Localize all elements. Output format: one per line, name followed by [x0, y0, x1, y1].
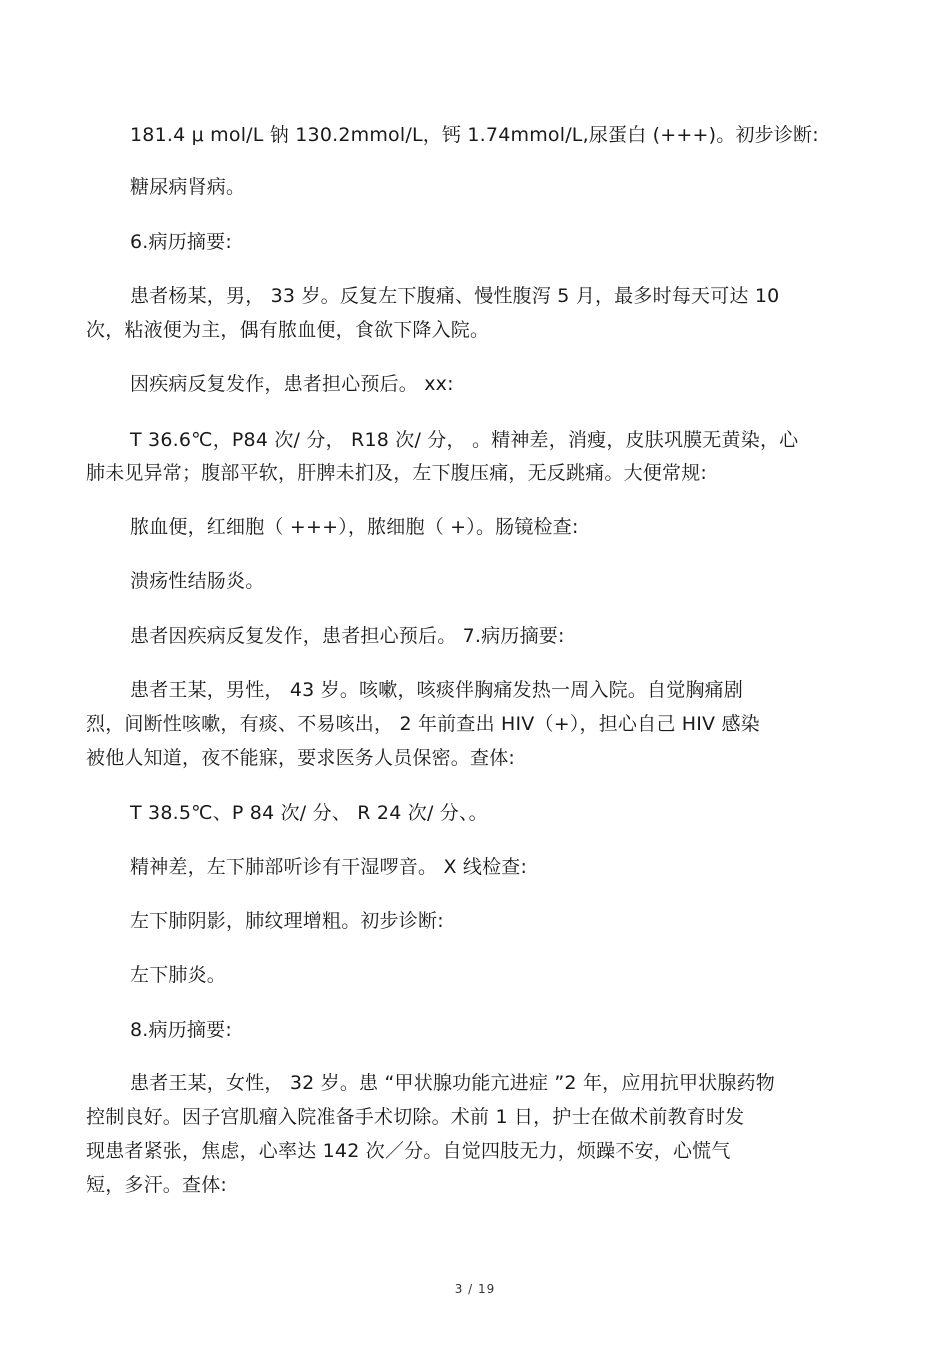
text-line: 精神差，左下肺部听诊有干湿啰音。 X 线检查:: [130, 856, 528, 878]
text-line: T 36.6℃，P84 次/ 分， R18 次/ 分， 。精神差，消瘦，皮肤巩膜无黄染，心: [130, 429, 799, 451]
text-line: 患者杨某，男， 33 岁。反复左下腹痛、慢性腹泻 5 月，最多时每天可达 10: [130, 285, 780, 307]
text-line: 181.4 μ mol/L 钠 130.2mmol/L，钙 1.74mmol/L,尿蛋白 (+++)。初步诊断:: [130, 124, 819, 146]
text-line: T 38.5℃、P 84 次/ 分、 R 24 次/ 分、。: [130, 802, 488, 824]
text-line: 因疾病反复发作，患者担心预后。 xx:: [130, 373, 454, 395]
text-line: 被他人知道，夜不能寐，要求医务人员保密。查体:: [86, 747, 516, 769]
text-line: 糖尿病肾病。: [130, 176, 246, 198]
text-line: 左下肺阴影，肺纹理增粗。初步诊断:: [130, 910, 444, 932]
text-line: 患者因疾病反复发作，患者担心预后。 7.病历摘要:: [130, 625, 565, 647]
text-line: 左下肺炎。: [130, 964, 227, 986]
text-line: 短，多汗。查体:: [86, 1174, 228, 1196]
text-line: 肺未见异常；腹部平软，肝脾未扪及，左下腹压痛，无反跳痛。大便常规:: [86, 462, 708, 484]
section-heading: 8.病历摘要:: [130, 1019, 232, 1041]
text-line: 患者王某，男性， 43 岁。咳嗽，咳痰伴胸痛发热一周入院。自觉胸痛剧: [130, 679, 744, 701]
text-line: 现患者紧张，焦虑，心率达 142 次／分。自觉四肢无力，烦躁不安，心慌气: [86, 1140, 731, 1162]
text-line: 脓血便，红细胞（ +++），脓细胞（ +）。肠镜检查:: [130, 516, 579, 538]
text-line: 患者王某，女性， 32 岁。患 “甲状腺功能亢进症 ”2 年，应用抗甲状腺药物: [130, 1072, 775, 1094]
text-line: 溃疡性结肠炎。: [130, 570, 265, 592]
section-heading: 6.病历摘要:: [130, 231, 232, 253]
page-number: 3 / 19: [454, 1282, 496, 1296]
text-line: 次，粘液便为主，偶有脓血便，食欲下降入院。: [86, 319, 490, 341]
text-line: 烈，间断性咳嗽，有痰、不易咳出， 2 年前查出 HIV（+），担心自己 HIV 感染: [86, 713, 760, 735]
text-line: 控制良好。因子宫肌瘤入院准备手术切除。术前 1 日，护士在做术前教育时发: [86, 1106, 745, 1128]
